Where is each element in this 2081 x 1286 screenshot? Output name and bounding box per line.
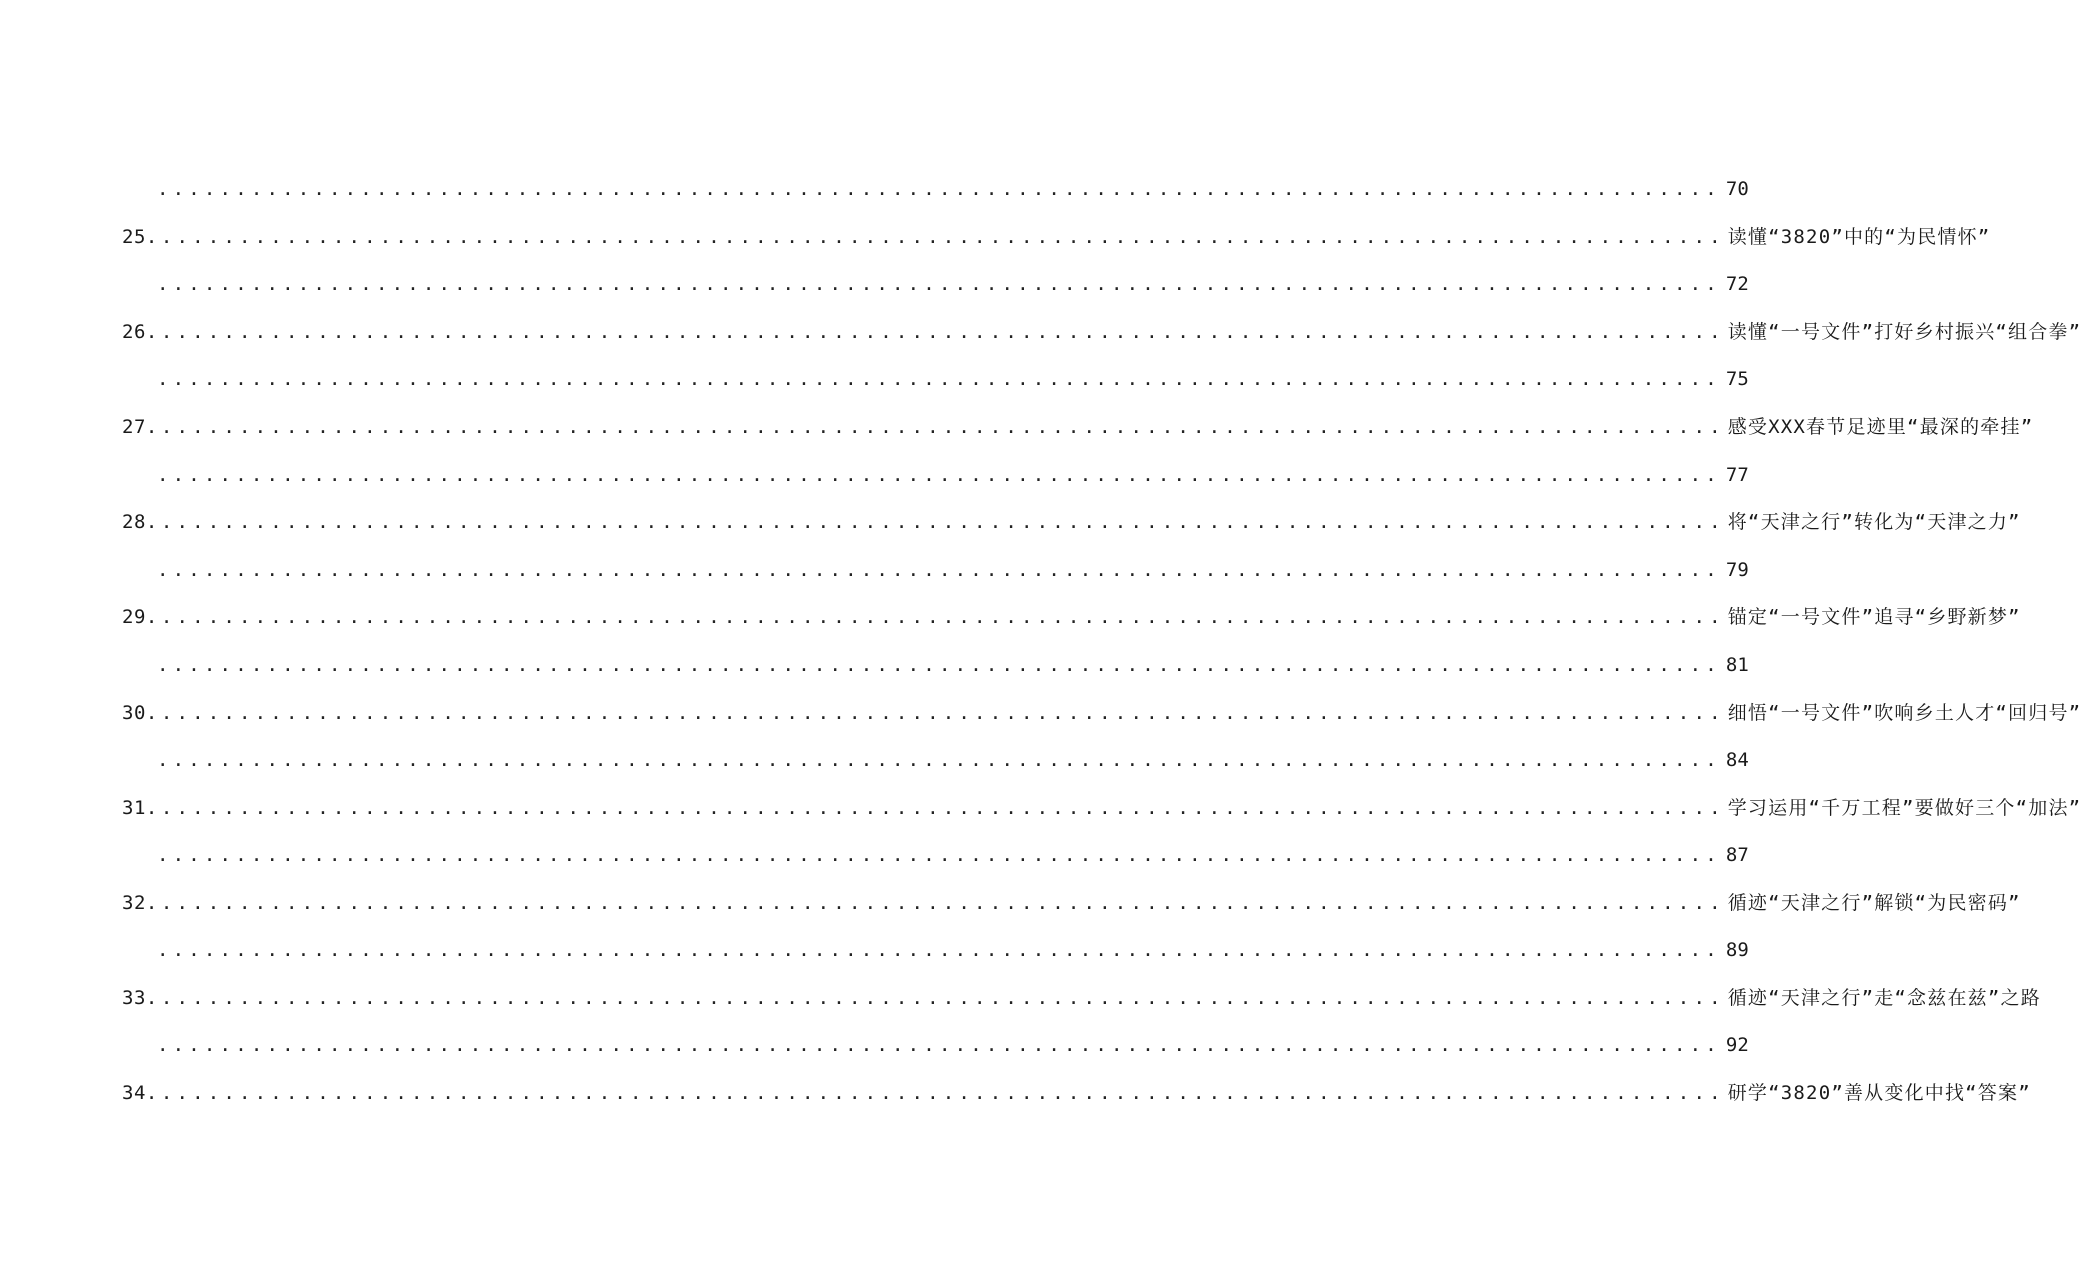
- leader-dots: ....................................................................................................: [160, 702, 1725, 724]
- toc-entry[interactable]: [122, 596, 2021, 628]
- entry-title[interactable]: 读懂“3820”中的“为民情怀”: [1727, 226, 1991, 248]
- page-number: 70: [1725, 178, 1749, 200]
- page-number: 84: [1725, 749, 1749, 771]
- leader-dots: ....................................................................................................: [157, 368, 1721, 390]
- entry-number: 29.: [122, 606, 158, 628]
- entry-title[interactable]: 研学“3820”善从变化中找“答案”: [1727, 1082, 2031, 1104]
- page-number: 77: [1725, 464, 1749, 486]
- leader-dots: ....................................................................................................: [160, 321, 1725, 343]
- leader-dots: ....................................................................................................: [157, 178, 1721, 200]
- toc-entry[interactable]: [122, 216, 1991, 248]
- toc-continuation-line: [154, 358, 1749, 390]
- leader-dots: ....................................................................................................: [160, 511, 1725, 533]
- toc-continuation-line: [154, 454, 1749, 486]
- toc-continuation-line: [154, 549, 1749, 581]
- toc-entry[interactable]: [122, 692, 2081, 724]
- page-number: 81: [1725, 654, 1749, 676]
- entry-title[interactable]: 循迹“天津之行”解锁“为民密码”: [1727, 892, 2021, 914]
- entry-number: 30.: [122, 702, 158, 724]
- toc-continuation-line: [154, 168, 1749, 200]
- entry-number: 31.: [122, 797, 158, 819]
- entry-number: 26.: [122, 321, 158, 343]
- leader-dots: ....................................................................................................: [160, 416, 1725, 438]
- entry-number: 27.: [122, 416, 158, 438]
- leader-dots: ....................................................................................................: [157, 1034, 1721, 1056]
- leader-dots: ....................................................................................................: [157, 844, 1721, 866]
- toc-entry[interactable]: [122, 977, 2041, 1009]
- toc-entry[interactable]: [122, 1072, 2031, 1104]
- leader-dots: ....................................................................................................: [157, 273, 1721, 295]
- toc-entry[interactable]: [122, 501, 2021, 533]
- toc-continuation-line: [154, 263, 1749, 295]
- leader-dots: ....................................................................................................: [160, 606, 1725, 628]
- entry-title[interactable]: 锚定“一号文件”追寻“乡野新梦”: [1727, 606, 2021, 628]
- page-number: 72: [1725, 273, 1749, 295]
- entry-number: 32.: [122, 892, 158, 914]
- entry-title[interactable]: 循迹“天津之行”走“念兹在兹”之路: [1727, 987, 2041, 1009]
- leader-dots: ....................................................................................................: [157, 654, 1721, 676]
- page-number: 79: [1725, 559, 1749, 581]
- toc-continuation-line: [154, 739, 1749, 771]
- leader-dots: ....................................................................................................: [160, 987, 1725, 1009]
- toc-continuation-line: [154, 1024, 1749, 1056]
- entry-title[interactable]: 细悟“一号文件”吹响乡土人才“回归号”: [1727, 702, 2081, 724]
- leader-dots: ....................................................................................................: [160, 226, 1725, 248]
- entry-title[interactable]: 读懂“一号文件”打好乡村振兴“组合拳”: [1727, 321, 2081, 343]
- toc-continuation-line: [154, 644, 1749, 676]
- leader-dots: ....................................................................................................: [160, 1082, 1725, 1104]
- toc-entry[interactable]: [122, 787, 2081, 819]
- toc-continuation-line: [154, 834, 1749, 866]
- leader-dots: ....................................................................................................: [157, 559, 1721, 581]
- entry-number: 34.: [122, 1082, 158, 1104]
- leader-dots: ....................................................................................................: [157, 749, 1721, 771]
- entry-number: 25.: [122, 226, 158, 248]
- leader-dots: ....................................................................................................: [157, 939, 1721, 961]
- leader-dots: ....................................................................................................: [160, 797, 1725, 819]
- leader-dots: ....................................................................................................: [157, 464, 1721, 486]
- entry-title[interactable]: 学习运用“千万工程”要做好三个“加法”: [1727, 797, 2081, 819]
- entry-title[interactable]: 将“天津之行”转化为“天津之力”: [1727, 511, 2021, 533]
- page-number: 75: [1725, 368, 1749, 390]
- leader-dots: ....................................................................................................: [160, 892, 1725, 914]
- page-number: 92: [1725, 1034, 1749, 1056]
- toc-entry[interactable]: [122, 882, 2021, 914]
- toc-entry[interactable]: [122, 406, 2034, 438]
- toc-continuation-line: [154, 929, 1749, 961]
- entry-number: 28.: [122, 511, 158, 533]
- entry-title[interactable]: 感受XXX春节足迹里“最深的牵挂”: [1727, 416, 2034, 438]
- page-number: 89: [1725, 939, 1749, 961]
- page-number: 87: [1725, 844, 1749, 866]
- entry-number: 33.: [122, 987, 158, 1009]
- toc-entry[interactable]: [122, 311, 2081, 343]
